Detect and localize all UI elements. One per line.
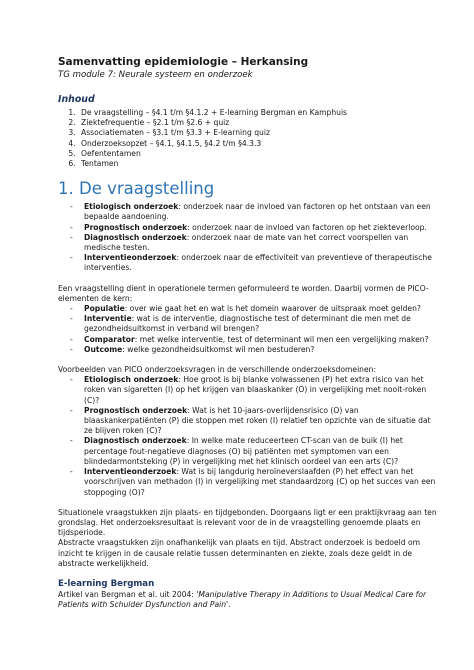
- toc-item: 3. Associatiematen – §3.1 t/m §3.3 + E-learning quiz: [78, 128, 438, 138]
- list-item: [58, 233, 438, 253]
- list-item: [58, 345, 438, 355]
- subsection-heading: E-learning Bergman: [58, 578, 155, 589]
- list-item: [58, 436, 438, 467]
- term: Etiologisch onderzoek: [84, 375, 179, 385]
- list-item: [58, 253, 438, 273]
- toc-item: 1. De vraagstelling – §4.1 t/m §4.1.2 + E-learning Bergman en Kamphuis: [78, 108, 438, 118]
- pico-list: [58, 304, 438, 355]
- table-of-contents: [58, 108, 438, 169]
- reference-prefix: Artikel van Bergman et al. uit 2004:: [58, 589, 197, 599]
- term: Diagnostisch onderzoek: [84, 232, 187, 242]
- pico-intro: Een vraagstelling dient in operationele termen geformuleerd te worden. Daarbij vormen de PICO-elementen de kern:: [58, 283, 429, 303]
- term: Interventieonderzoek: [84, 253, 177, 263]
- paragraph: Abstracte vraagstukken zijn onafhankelijk van plaats en tijd. Abstract onderzoek is bedoeld om inzicht te krijgen in de causale relatie tussen determinanten en ziekte, zoals deze geldt in de abstracte werkelijkheid.: [58, 538, 420, 568]
- definition: : welke gezondheidsuitkomst wil men bestuderen?: [122, 344, 315, 354]
- list-item: [58, 314, 438, 334]
- term: Prognostisch onderzoek: [84, 222, 188, 232]
- definition: : onderzoek naar de invloed van factoren op het ontstaan van een bepaalde aandoening.: [84, 202, 431, 222]
- term: Comparator: [84, 334, 135, 344]
- definition: : Hoe groot is bij blanke volwassenen (P) het extra risico van het roken van sigaretten (I) op het krijgen van blaaskanker (O) in vergelijking met nooit-roken (C)?: [84, 375, 427, 405]
- list-item: [58, 304, 438, 314]
- document-subtitle: TG module 7: Neurale systeem en onderzoek: [58, 70, 253, 80]
- definition: : onderzoek naar de effectiviteit van preventieve of therapeutische interventies.: [84, 253, 432, 273]
- reference-suffix: .: [228, 600, 231, 610]
- definition: : wat is de interventie, diagnostische test of determinant die men met de gezondheidsuitkomst in verband wil brengen?: [84, 314, 411, 334]
- definition: : Wat is het 10-jaars-overlijdensrisico (O) van blaaskankerpatiënten (P) die stoppen met roken (I) relatief ten opzichte van de situatie dat ze blijven roken (C)?: [84, 405, 431, 436]
- section-heading: 1. De vraagstelling: [58, 179, 215, 199]
- term: Interventieonderzoek: [84, 467, 177, 477]
- definition: : met welke interventie, test of determinant wil men een vergelijking maken?: [134, 334, 429, 344]
- list-item: [58, 202, 438, 222]
- definition: : In welke mate reduceerteen CT-scan van de buik (I) het percentage fout-negatieve diagnoses (O) bij patiënten met symptomen van een blindedarmontsteking (P) in vergelijking met het klinisch oordeel van een arts (C)?: [84, 436, 403, 466]
- examples-list: [58, 375, 438, 497]
- term: Interventie: [84, 314, 132, 324]
- toc-item: 5. Oefententamen: [78, 149, 438, 159]
- paragraph: Situationele vraagstukken zijn plaats- en tijdgebonden. Doorgaans ligt er een praktijkvraag aan ten grondslag. Het onderzoeksresultaat is relevant voor de in de vraagstelling genoemde plaats en tijdsperiode.: [58, 507, 437, 538]
- term: Diagnostisch onderzoek: [84, 436, 187, 446]
- document-title: Samenvatting epidemiologie – Herkansing: [58, 56, 309, 68]
- term: Populatie: [84, 304, 125, 314]
- toc-heading: Inhoud: [58, 94, 95, 105]
- definition: : over wie gaat het en wat is het domein waarover de uitspraak moet gelden?: [124, 304, 421, 314]
- list-item: [58, 375, 438, 406]
- toc-item: 4. Onderzoeksopzet – §4.1, §4.1.5, §4.2 t/m §4.3.3: [78, 139, 438, 149]
- research-types-list: [58, 202, 438, 273]
- examples-intro: Voorbeelden van PICO onderzoeksvragen in de verschillende onderzoeksdomeinen:: [58, 365, 377, 375]
- toc-item: 6. Tentamen: [78, 159, 438, 169]
- definition: : onderzoek naar de mate van het correct voorspellen van medische testen.: [84, 232, 409, 253]
- toc-item: 2. Ziektefrequentie – §2.1 t/m §2.6 + quiz: [78, 118, 438, 128]
- list-item: [58, 406, 438, 437]
- list-item: [58, 467, 438, 498]
- list-item: [58, 223, 438, 233]
- term: Etiologisch onderzoek: [84, 202, 179, 212]
- article-title: 'Manipulative Therapy in Additions to Usual Medical Care for Patients with Schulder Dysfunction and Pain': [58, 589, 427, 610]
- term: Outcome: [84, 344, 123, 354]
- list-item: [58, 335, 438, 345]
- definition: : onderzoek naar de invloed van factoren op het ziekteverloop.: [187, 222, 427, 232]
- term: Prognostisch onderzoek: [84, 405, 188, 415]
- article-reference: [58, 590, 438, 610]
- definition: : Wat is bij langdurig heroïneverslaafden (P) het effect van het voorschrijven van methadon (I) in vergelijking met standaardzorg (C) op het succes van een stoppoging (O)?: [84, 467, 436, 497]
